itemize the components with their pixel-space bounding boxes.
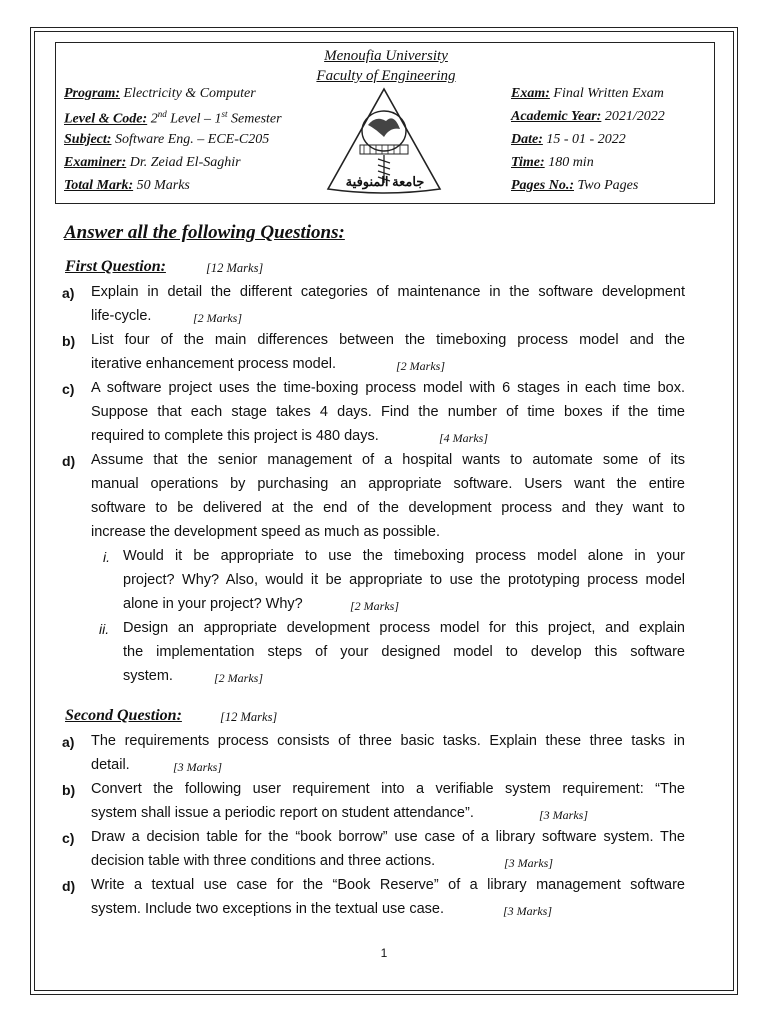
q1-b-marks: [2 Marks] <box>396 359 446 373</box>
q1-d-ii-line: the implementation steps of your designed model to develop this software <box>123 644 685 660</box>
q1-b-label: b) <box>62 333 76 349</box>
q1-d-label: d) <box>62 453 76 469</box>
q2-d-marks: [3 Marks] <box>503 904 553 918</box>
faculty-name: Faculty of Engineering <box>316 68 456 84</box>
q1-d-line: software to be delivered at the end of the development process and they want to <box>91 500 685 516</box>
q1-a-line: Explain in detail the different categories of maintenance in the software development <box>91 284 685 300</box>
q2-a-label: a) <box>62 734 75 750</box>
q2-b-marks: [3 Marks] <box>539 808 589 822</box>
exam-header <box>55 42 715 204</box>
page-number: 1 <box>380 946 388 960</box>
q2-c-label: c) <box>62 830 75 846</box>
level-line: Level & Code: 2nd Level – 1st Semester <box>64 109 282 127</box>
q1-c-marks: [4 Marks] <box>439 431 489 445</box>
q1-d-line: manual operations by purchasing an appropriate software. Users want the entire <box>91 476 685 492</box>
q1-d-line: increase the development speed as much as possible. <box>91 524 441 540</box>
q2-d-label: d) <box>62 878 76 894</box>
first-question-heading: First Question: <box>65 258 166 275</box>
q2-b-line: system shall issue a periodic report on student attendance”. <box>91 805 474 821</box>
q2-a-marks: [3 Marks] <box>173 760 223 774</box>
q2-c-line: Draw a decision table for the “book borrow” use case of a library software system. The <box>91 829 685 845</box>
q2-d-line: Write a textual use case for the “Book Reserve” of a library management software <box>91 877 685 893</box>
q1-d-line: Assume that the senior management of a hospital wants to automate some of its <box>91 452 685 468</box>
q1-c-line: A software project uses the time-boxing process model with 6 stages in each time box. <box>91 380 685 396</box>
total-mark-line: Total Mark: 50 Marks <box>64 178 190 193</box>
q1-a-label: a) <box>62 285 75 301</box>
q2-a-line: The requirements process consists of three basic tasks. Explain these three tasks in <box>91 733 685 749</box>
q2-c-marks: [3 Marks] <box>504 856 554 870</box>
q1-d-i-line: alone in your project? Why? <box>123 596 303 612</box>
second-question-marks: [12 Marks] <box>220 710 278 724</box>
logo-arabic-text: جامعة المنوفية <box>345 174 425 189</box>
q1-a-line: life-cycle. <box>91 308 152 324</box>
q1-d-i-line: Would it be appropriate to use the timeboxing process model alone in your <box>123 548 685 564</box>
q1-d-ii-line: Design an appropriate development process model for this project, and explain <box>123 620 685 636</box>
time-line: Time: 180 min <box>511 155 594 170</box>
q1-d-i-label: i. <box>103 549 110 565</box>
examiner-line: Examiner: Dr. Zeiad El-Saghir <box>64 155 241 170</box>
q2-c-line: decision table with three conditions and three actions. <box>91 853 436 869</box>
q1-b-line: iterative enhancement process model. <box>91 356 337 372</box>
exam-line: Exam: Final Written Exam <box>511 86 664 101</box>
academic-year-line: Academic Year: 2021/2022 <box>511 109 665 124</box>
second-question-heading: Second Question: <box>65 707 182 724</box>
q1-d-ii-label: ii. <box>99 621 110 637</box>
university-name: Menoufia University <box>324 48 448 64</box>
q1-b-line: List four of the main differences between the timeboxing process model and the <box>91 332 685 348</box>
q2-b-line: Convert the following user requirement into a verifiable system requirement: “The <box>91 781 685 797</box>
instructions-title: Answer all the following Questions: <box>64 222 345 243</box>
q1-a-marks: [2 Marks] <box>193 311 243 325</box>
pages-line: Pages No.: Two Pages <box>511 178 639 193</box>
first-question-marks: [12 Marks] <box>206 261 264 275</box>
program-line: Program: Electricity & Computer <box>64 86 256 101</box>
q2-a-line: detail. <box>91 757 130 773</box>
q1-d-i-line: project? Why? Also, would it be appropriate to use the prototyping process model <box>123 572 685 588</box>
date-line: Date: 15 - 01 - 2022 <box>511 132 626 147</box>
q1-c-line: required to complete this project is 480 days. <box>91 428 379 444</box>
q1-d-ii-line: system. <box>123 668 173 684</box>
subject-line: Subject: Software Eng. – ECE-C205 <box>64 132 270 147</box>
q1-c-line: Suppose that each stage takes 4 days. Find the number of time boxes if the time <box>91 404 685 420</box>
q2-d-line: system. Include two exceptions in the textual use case. <box>91 901 445 917</box>
q1-d-i-marks: [2 Marks] <box>350 599 400 613</box>
q1-d-ii-marks: [2 Marks] <box>214 671 264 685</box>
q2-b-label: b) <box>62 782 76 798</box>
q1-c-label: c) <box>62 381 75 397</box>
